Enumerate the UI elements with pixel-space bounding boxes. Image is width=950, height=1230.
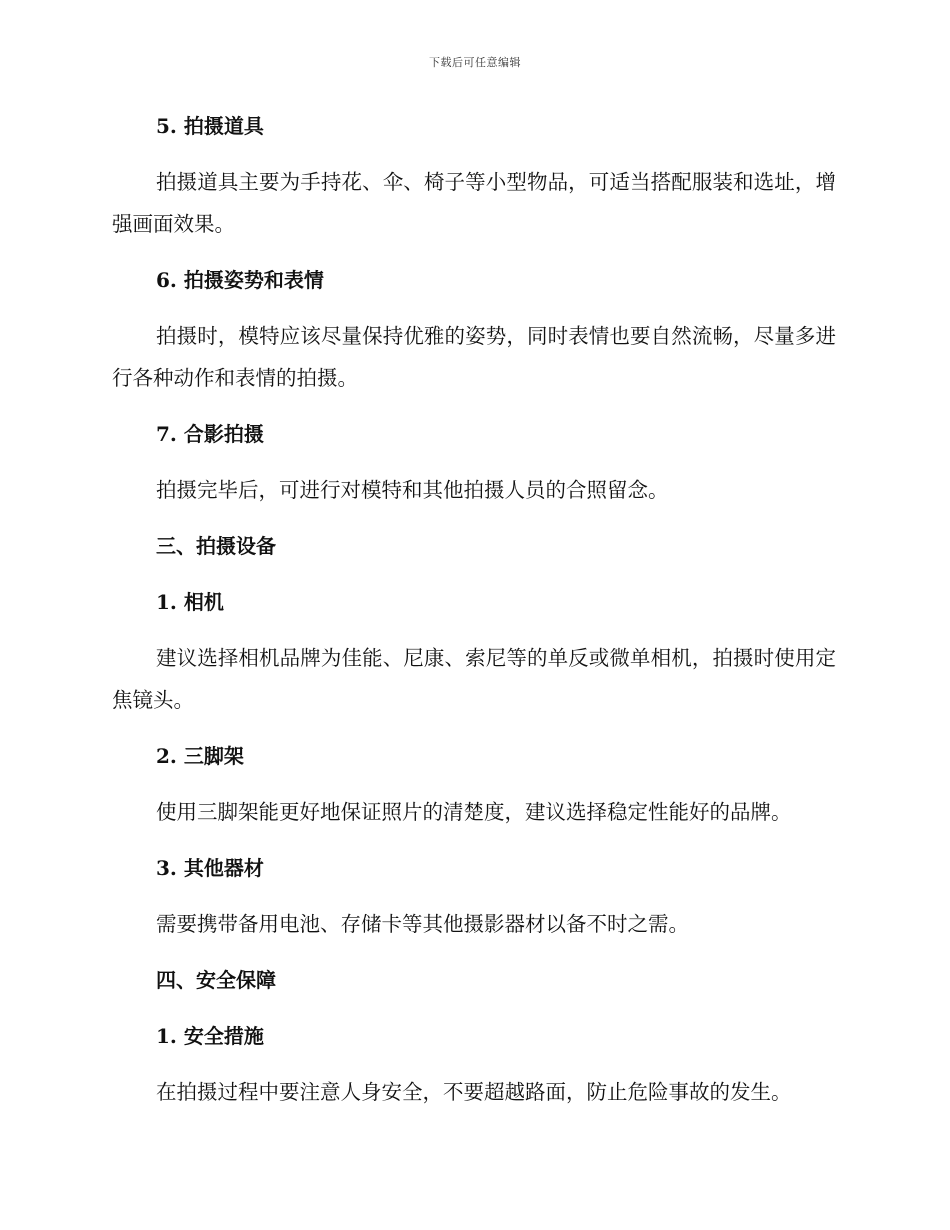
paragraph-group-photo: 拍摄完毕后，可进行对模特和其他拍摄人员的合照留念。 xyxy=(156,478,669,502)
section-heading-tripod: 2. 三脚架 xyxy=(156,744,244,768)
paragraph-camera: 建议选择相机品牌为佳能、尼康、索尼等的单反或微单相机，拍摄时使用定焦镜头。 xyxy=(112,646,836,712)
chapter-heading-safety: 四、安全保障 xyxy=(156,968,276,992)
paragraph-poses: 拍摄时，模特应该尽量保持优雅的姿势，同时表情也要自然流畅，尽量多进行各种动作和表情的拍摄。 xyxy=(112,324,836,390)
paragraph-other-equipment: 需要携带备用电池、存储卡等其他摄影器材以备不时之需。 xyxy=(156,912,689,936)
section-heading-other-equipment: 3. 其他器材 xyxy=(156,856,264,880)
paragraph-safety-measures: 在拍摄过程中要注意人身安全，不要超越路面，防止危险事故的发生。 xyxy=(156,1080,792,1104)
section-heading-poses: 6. 拍摄姿势和表情 xyxy=(156,268,324,292)
document-body xyxy=(112,105,836,1113)
section-heading-props: 5. 拍摄道具 xyxy=(156,114,264,138)
section-heading-camera: 1. 相机 xyxy=(156,590,224,614)
page-header: 下载后可任意编辑 xyxy=(429,56,521,69)
section-heading-group-photo: 7. 合影拍摄 xyxy=(156,422,264,446)
chapter-heading-equipment: 三、拍摄设备 xyxy=(156,534,276,558)
section-heading-safety-measures: 1. 安全措施 xyxy=(156,1024,264,1048)
paragraph-tripod: 使用三脚架能更好地保证照片的清楚度，建议选择稳定性能好的品牌。 xyxy=(156,800,792,824)
paragraph-props: 拍摄道具主要为手持花、伞、椅子等小型物品，可适当搭配服装和选址，增强画面效果。 xyxy=(112,170,836,236)
